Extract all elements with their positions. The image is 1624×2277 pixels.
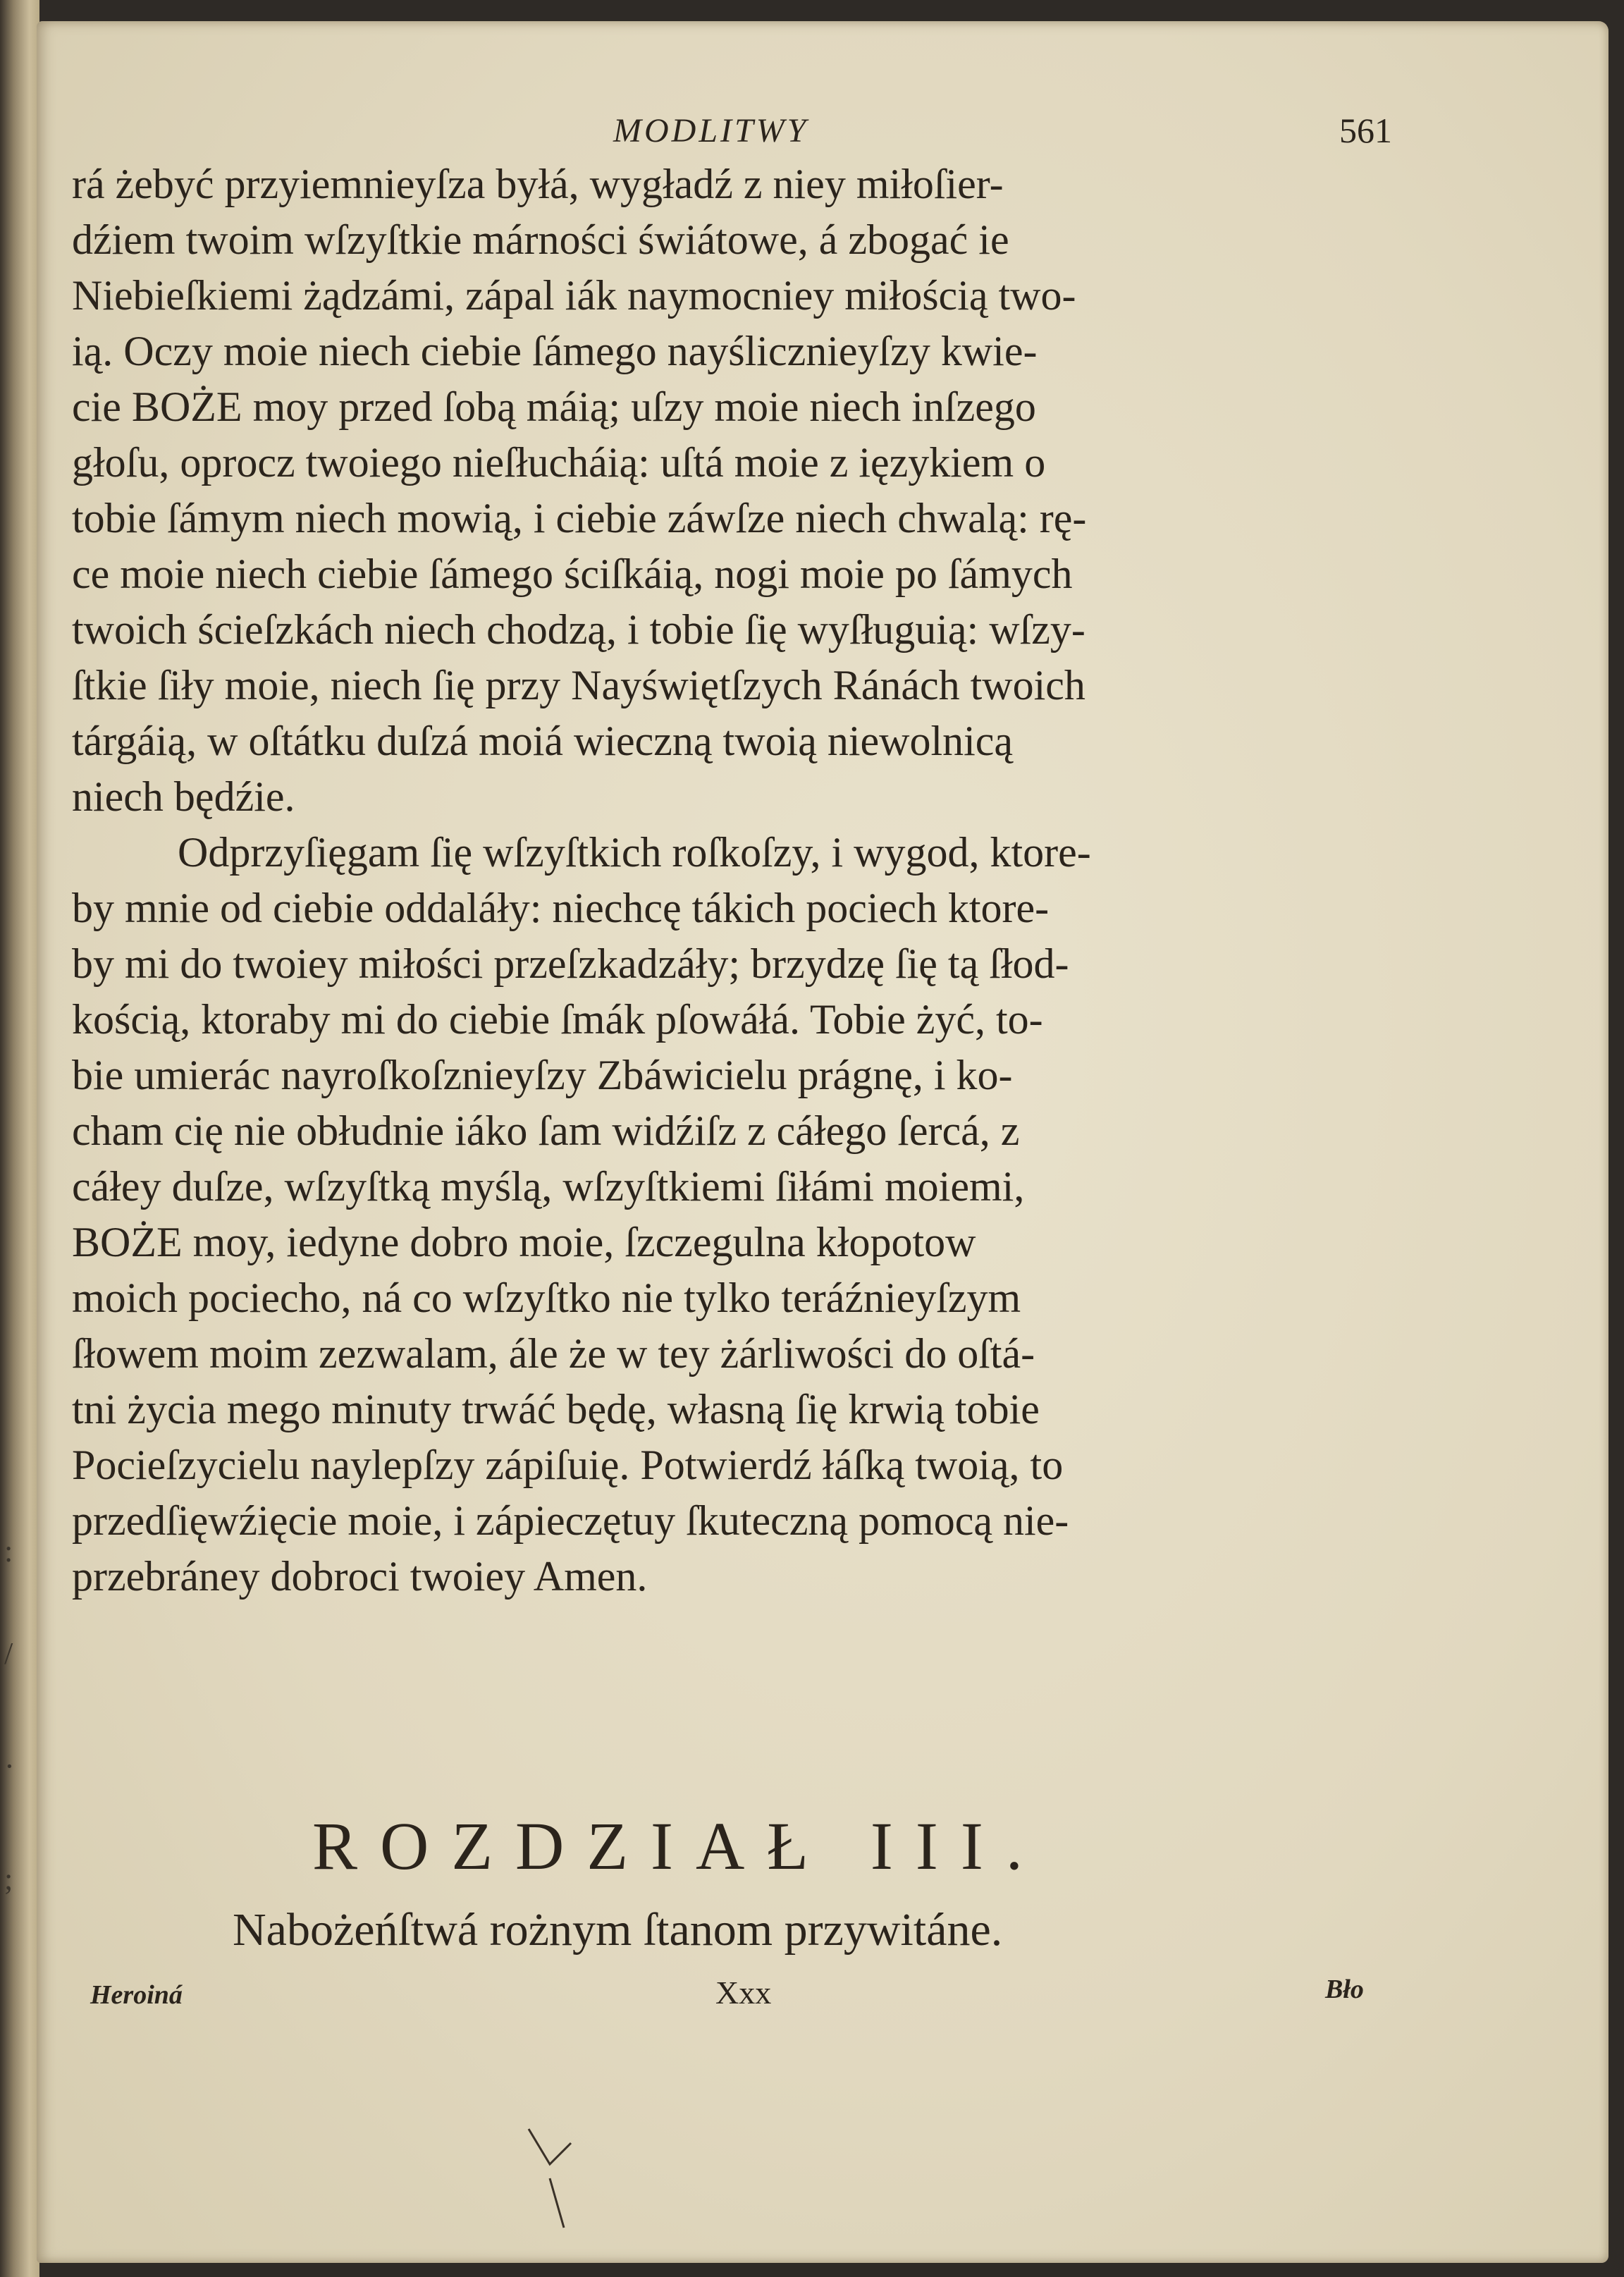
page-body [72,156,1443,1604]
paragraph-2 [72,825,1443,1604]
signature-mark: Xxx [715,1975,772,2011]
margin-mark: / [4,1636,13,1671]
margin-mark: · [4,1749,15,1784]
text-line: bie umierác nayroſkoſznieyſzy Zbáwicielu prágnę, i ko- [72,1052,1013,1098]
text-line: Odprzyſięgam ſię wſzyſtkich roſkoſzy, i wygod, ktore- [178,829,1091,876]
margin-mark: : [4,1534,13,1569]
text-line: by mi do twoiey miłości przeſzkadzáły; brzydzę ſię tą ſłod- [72,940,1069,987]
text-line: tni życia mego minuty trwáć będę, własną ſię krwią tobie [72,1386,1040,1432]
paragraph-1 [72,156,1443,825]
text-line: ią. Oczy moie niech ciebie ſámego nayślicznieyſzy kwie- [72,328,1038,374]
text-line: twoich ścieſzkách niech chodzą, i tobie ſię wyſługuią: wſzy- [72,606,1085,653]
pen-stroke-mark [522,2122,620,2242]
adjacent-page-edge [0,0,39,2277]
text-line: tárgáią, w oſtátku duſzá moiá wieczną twoią niewolnicą [72,718,1014,764]
text-line: ſtkie ſiły moie, niech ſię przy Nayświętſzych Ránách twoich [72,662,1085,708]
text-line: BOŻE moy, iedyne dobro moie, ſzczegulna kłopotow [72,1219,976,1265]
text-line: przebráney dobroci twoiey Amen. [72,1553,648,1600]
chapter-subtitle: Nabożeńſtwá rożnym ſtanom przywitáne. [233,1904,1003,1956]
text-line: rá żebyć przyiemnieyſza byłá, wygładź z niey miłoſier- [72,161,1004,207]
text-line: cham cię nie obłudnie iáko ſam widźiſz z cáłego ſercá, z [72,1107,1020,1154]
text-line: Pocieſzycielu naylepſzy zápiſuię. Potwierdź łáſką twoią, to [72,1442,1064,1488]
text-line: ce moie niech ciebie ſámego ściſkáią, nogi moie po ſámych [72,551,1073,597]
page-number: 561 [1339,111,1392,150]
text-line: by mnie od ciebie oddaláły: niechcę tákich pociech ktore- [72,885,1050,931]
text-line: tobie ſámym niech mowią, i ciebie záwſze niech chwalą: rę- [72,495,1087,541]
text-line: przedſięwźięcie moie, i zápieczętuy ſkuteczną pomocą nie- [72,1497,1069,1544]
running-head: MODLITWY [613,112,809,149]
catchword-left: Heroiná [90,1980,183,2010]
catchword-right: Bło [1325,1975,1364,2004]
text-line: kością, ktoraby mi do ciebie ſmák pſowáłá. Tobie żyć, to- [72,996,1043,1043]
text-line: cie BOŻE moy przed ſobą máią; uſzy moie niech inſzego [72,383,1036,430]
text-line: moich pociecho, ná co wſzyſtko nie tylko teráźnieyſzym [72,1275,1021,1321]
chapter-heading: ROZDZIAŁ III. [312,1808,1045,1884]
margin-mark: ; [4,1862,13,1896]
text-line: dźiem twoim wſzyſtkie márności świátowe, á zbogać ie [72,216,1009,263]
text-line: cáłey duſze, wſzyſtką myślą, wſzyſtkiemi ſiłámi moiemi, [72,1163,1025,1210]
text-line: głoſu, oprocz twoiego nieſłucháią: uſtá moie z ięzykiem o [72,439,1046,486]
text-line: ſłowem moim zezwalam, ále że w tey żárliwości do oſtá- [72,1330,1035,1377]
text-line: niech będźie. [72,773,295,820]
text-line: Niebieſkiemi żądzámi, zápal iák naymocniey miłością two- [72,272,1076,319]
